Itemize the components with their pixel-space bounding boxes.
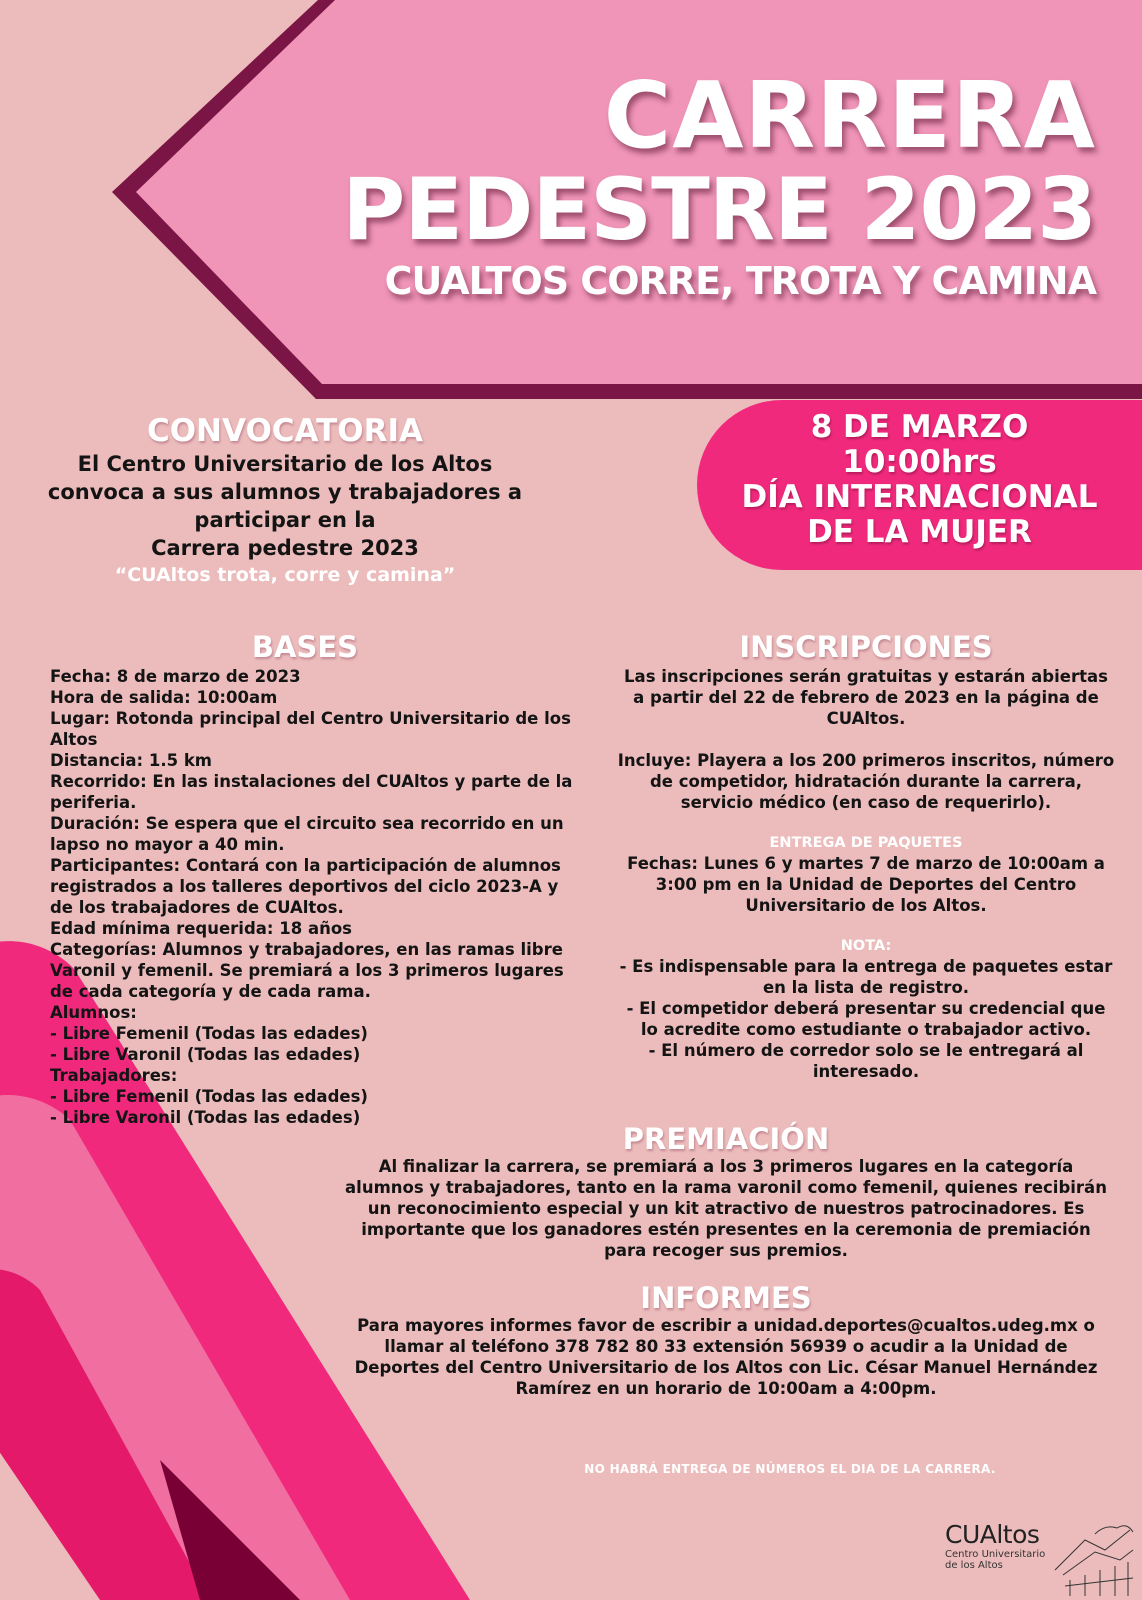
inscripciones-text: Las inscripciones serán gratuitas y estarán abiertas a partir del 22 de febrero de 2023 en la página de CUAltos. bbox=[624, 666, 1108, 728]
premiacion-section bbox=[340, 1124, 1112, 1261]
bases-item: Fecha: 8 de marzo de 2023 bbox=[50, 666, 301, 686]
logo-line-1: Centro Universitario bbox=[945, 1549, 1046, 1560]
informes-heading: INFORMES bbox=[640, 1281, 812, 1315]
convocatoria-line: participar en la bbox=[194, 508, 376, 533]
footer-note: NO HABRÁ ENTREGA DE NÚMEROS EL DIA DE LA CARRERA. bbox=[584, 1462, 996, 1476]
premiacion-heading: PREMIACIÓN bbox=[622, 1122, 830, 1156]
bases-item: Distancia: 1.5 km bbox=[50, 750, 212, 770]
bases-item: Participantes: Contará con la participación de alumnos registrados a los talleres deportivos del ciclo 2023-A y de los trabajadores de CUAltos. bbox=[50, 855, 561, 917]
bases-item: Duración: Se espera que el circuito sea recorrido en un lapso no mayor a 40 min. bbox=[50, 813, 564, 854]
title-subtitle: CUALTOS CORRE, TROTA Y CAMINA bbox=[384, 259, 1096, 303]
entrega-heading: ENTREGA DE PAQUETES bbox=[769, 834, 963, 851]
inscripciones-section bbox=[616, 632, 1116, 1082]
bases-item: Edad mínima requerida: 18 años bbox=[50, 918, 352, 938]
title-line-1: CARRERA bbox=[603, 62, 1096, 169]
informes-text: Para mayores informes favor de escribir a unidad.deportes@cualtos.udeg.mx o llamar al teléfono 378 782 80 33 extensión 56939 o acudir a la Unidad de Deportes del Centro Universitario de los Altos con Lic. César Manuel Hernández Ramírez en un horario de 10:00am a 4:00pm. bbox=[354, 1315, 1098, 1398]
event-date-box bbox=[697, 400, 1142, 570]
convocatoria-text bbox=[30, 450, 540, 562]
building-sketch-icon bbox=[945, 1520, 1135, 1596]
convocatoria-quote: “CUAltos trota, corre y camina” bbox=[114, 564, 456, 587]
convocatoria-heading: CONVOCATORIA bbox=[146, 413, 424, 449]
inscripciones-heading: INSCRIPCIONES bbox=[739, 630, 993, 664]
nota-item: - El competidor deberá presentar su credencial que lo acredite como estudiante o trabajador activo. bbox=[626, 998, 1106, 1039]
title-line-2: PEDESTRE 2023 bbox=[342, 160, 1096, 260]
bases-list bbox=[50, 666, 580, 1128]
convocatoria-line: El Centro Universitario de los Altos bbox=[77, 452, 493, 477]
nota-heading: NOTA: bbox=[840, 937, 892, 954]
bases-item: - Libre Femenil (Todas las edades) bbox=[50, 1023, 368, 1043]
event-occasion-2: DE LA MUJER bbox=[807, 514, 1032, 550]
cualtos-logo bbox=[945, 1520, 1135, 1596]
bases-item: Alumnos: bbox=[50, 1002, 137, 1022]
logo-brand: CUAltos bbox=[945, 1520, 1040, 1549]
bases-heading: BASES bbox=[251, 630, 359, 664]
event-occasion-1: DÍA INTERNACIONAL bbox=[741, 479, 1098, 515]
bases-item: - Libre Varonil (Todas las edades) bbox=[50, 1107, 361, 1127]
bases-item: Lugar: Rotonda principal del Centro Universitario de los Altos bbox=[50, 708, 571, 749]
premiacion-text: Al finalizar la carrera, se premiará a los 3 primeros lugares en la categoría alumnos y trabajadores, tanto en la rama varonil como femenil, quienes recibirán un reconocimiento especial y un kit atractivo de nuestros patrocinadores. Es importante que los ganadores estén presentes en la ceremonia de premiación para recoger sus premios. bbox=[345, 1156, 1107, 1260]
informes-section bbox=[340, 1283, 1112, 1399]
bases-item: Hora de salida: 10:00am bbox=[50, 687, 278, 707]
bases-item: - Libre Femenil (Todas las edades) bbox=[50, 1086, 368, 1106]
bases-item: Recorrido: En las instalaciones del CUAltos y parte de la periferia. bbox=[50, 771, 573, 812]
bases-item: Categorías: Alumnos y trabajadores, en las ramas libre Varonil y femenil. Se premiará a los 3 primeros lugares de cada categoría y de cada rama. bbox=[50, 939, 564, 1001]
nota-item: - Es indispensable para la entrega de paquetes estar en la lista de registro. bbox=[619, 956, 1113, 997]
entrega-text: Fechas: Lunes 6 y martes 7 de marzo de 10:00am a 3:00 pm en la Unidad de Deportes del Centro Universitario de los Altos. bbox=[627, 853, 1105, 915]
nota-item: - El número de corredor solo se le entregará al interesado. bbox=[648, 1040, 1084, 1081]
logo-line-2: de los Altos bbox=[945, 1560, 1003, 1571]
event-time: 10:00hrs bbox=[842, 444, 997, 480]
bases-section bbox=[50, 632, 580, 1128]
convocatoria-line: Carrera pedestre 2023 bbox=[151, 536, 419, 561]
bases-item: - Libre Varonil (Todas las edades) bbox=[50, 1044, 361, 1064]
convocatoria-section bbox=[30, 414, 540, 588]
bases-item: Trabajadores: bbox=[50, 1065, 178, 1085]
event-date: 8 DE MARZO bbox=[810, 409, 1029, 445]
convocatoria-line: convoca a sus alumnos y trabajadores a bbox=[47, 480, 523, 505]
inscripciones-includes: Incluye: Playera a los 200 primeros inscritos, número de competidor, hidratación durante la carrera, servicio médico (en caso de requerirlo). bbox=[617, 750, 1115, 812]
